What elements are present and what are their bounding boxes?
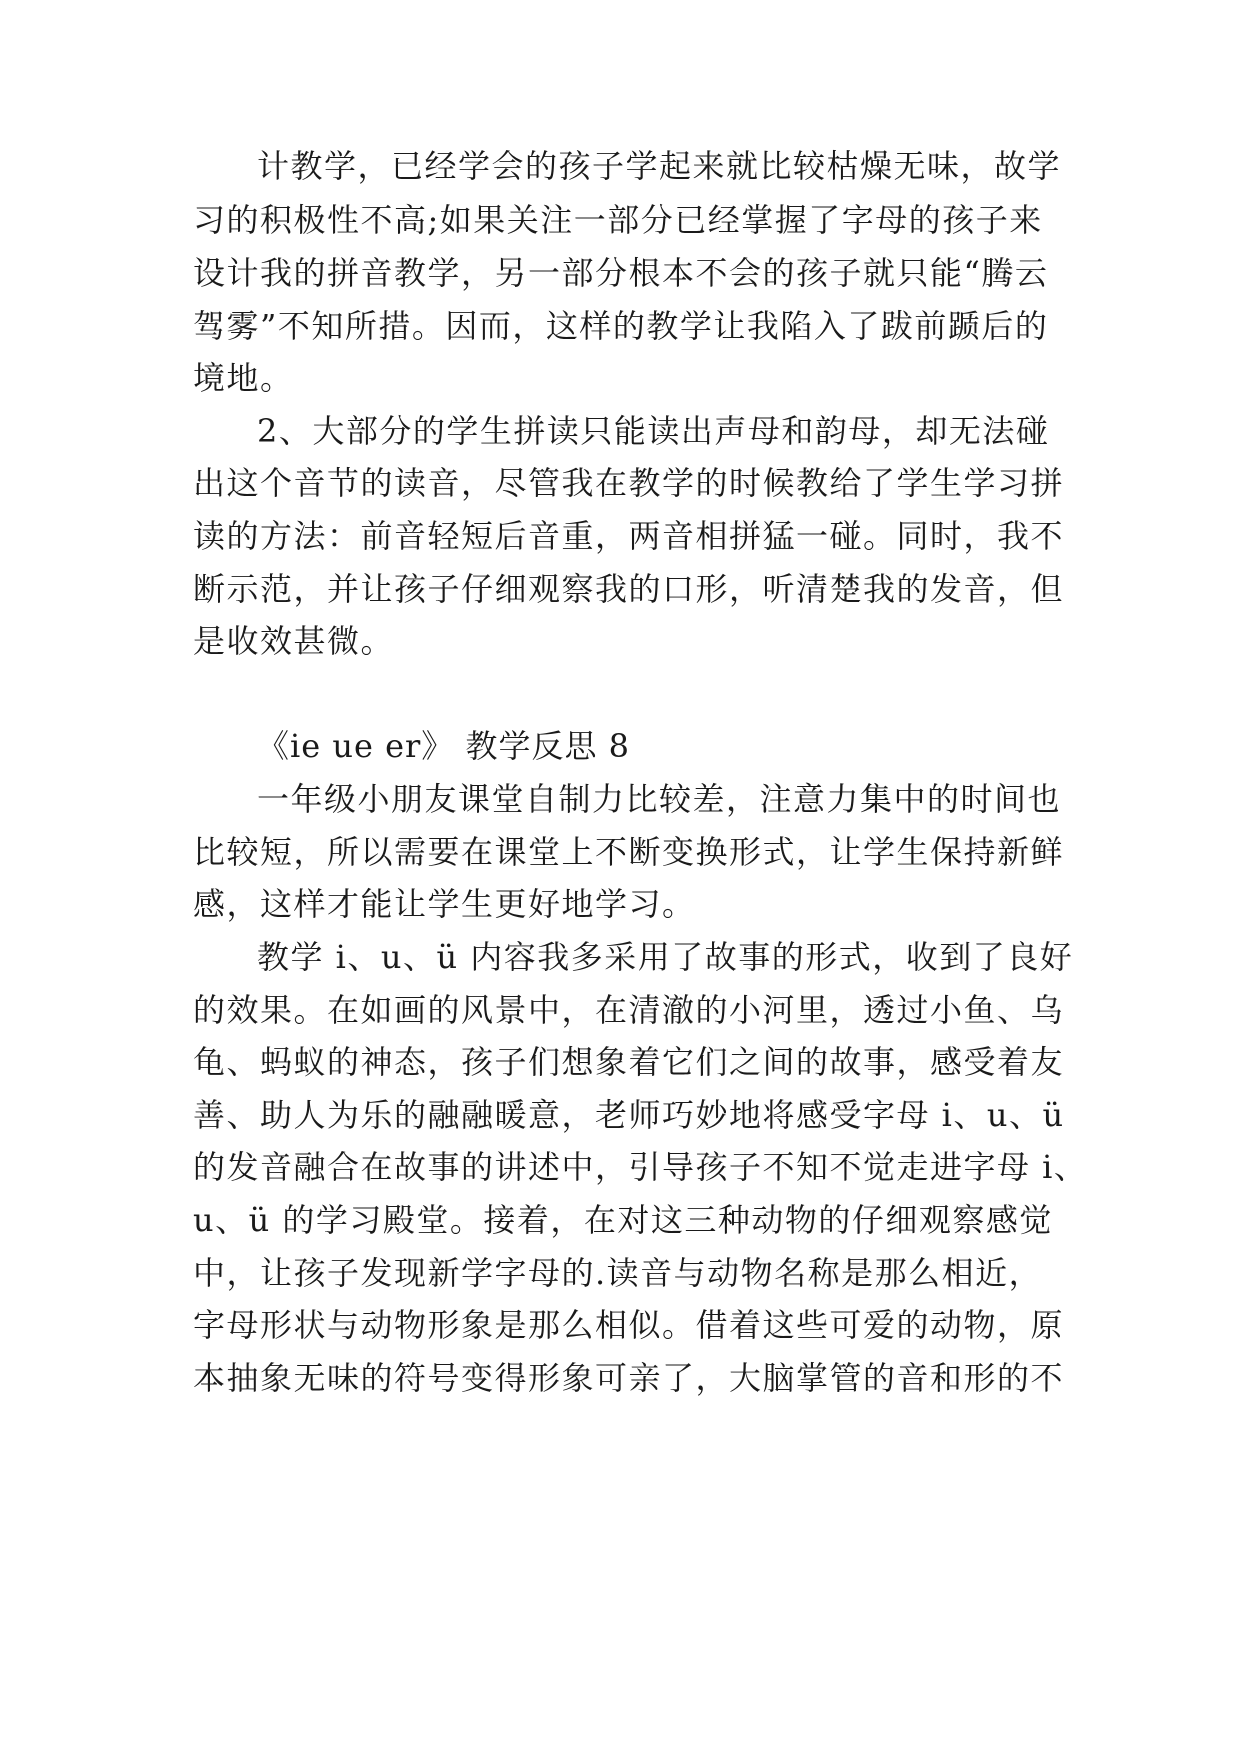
para4-line-6: u、ü 的学习殿堂。接着，在对这三种动物的仔细观察感觉 <box>193 1201 1053 1239</box>
para1-line-3: 设计我的拼音教学，另一部分根本不会的孩子就只能“腾云 <box>193 254 1049 292</box>
para4-line-5: 的发音融合在故事的讲述中，引导孩子不知不觉走进字母 i、 <box>193 1148 1088 1186</box>
para3-line-1: 一年级小朋友课堂自制力比较差，注意力集中的时间也 <box>257 780 1062 818</box>
para4-line-7: 中，让孩子发现新学字母的.读音与动物名称是那么相近， <box>193 1254 1043 1292</box>
section-heading: 《ie ue er》 教学反思 8 <box>257 727 631 765</box>
para4-line-8: 字母形状与动物形象是那么相似。借着这些可爱的动物，原 <box>193 1306 1065 1344</box>
para2-line-1: 2、大部分的学生拼读只能读出声母和韵母，却无法碰 <box>257 412 1050 450</box>
para1-line-1: 计教学，已经学会的孩子学起来就比较枯燥无味，故学 <box>257 147 1062 185</box>
para2-line-5: 是收效甚微。 <box>193 622 395 660</box>
para1-line-2: 习的积极性不高;如果关注一部分已经掌握了字母的孩子来 <box>193 201 1043 239</box>
para3-line-3: 感，这样才能让学生更好地学习。 <box>193 885 696 923</box>
para4-line-9: 本抽象无味的符号变得形象可亲了，大脑掌管的音和形的不 <box>193 1359 1065 1397</box>
para3-line-2: 比较短，所以需要在课堂上不断变换形式，让学生保持新鲜 <box>193 833 1065 871</box>
para1-line-5: 境地。 <box>193 359 294 397</box>
para4-line-1: 教学 i、u、ü 内容我多采用了故事的形式，收到了良好 <box>257 938 1074 976</box>
para2-line-2: 出这个音节的读音，尽管我在教学的时候教给了学生学习拼 <box>193 464 1065 502</box>
para1-line-4: 驾雾”不知所措。因而，这样的教学让我陷入了跋前踬后的 <box>193 307 1049 345</box>
para4-line-3: 龟、蚂蚁的神态，孩子们想象着它们之间的故事，感受着友 <box>193 1043 1065 1081</box>
para2-line-4: 断示范，并让孩子仔细观察我的口形，听清楚我的发音，但 <box>193 570 1065 608</box>
para4-line-2: 的效果。在如画的风景中，在清澈的小河里，透过小鱼、乌 <box>193 991 1065 1029</box>
para4-line-4: 善、助人为乐的融融暖意，老师巧妙地将感受字母 i、u、ü <box>193 1096 1065 1134</box>
para2-line-3: 读的方法：前音轻短后音重，两音相拼猛一碰。同时，我不 <box>193 517 1065 555</box>
